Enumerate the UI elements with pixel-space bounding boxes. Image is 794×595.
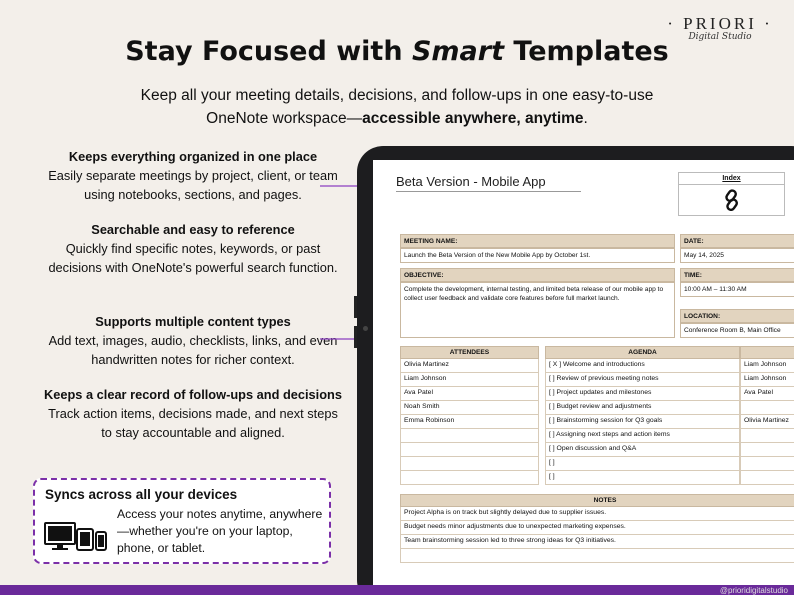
feature-text: Quickly find specific notes, keywords, or past decisions with OneNote's powerful search function.	[48, 241, 338, 275]
agenda-owner-header	[740, 346, 794, 359]
agenda-owner[interactable]: Ava Patel	[740, 387, 794, 401]
meeting-name-label: MEETING NAME:	[400, 234, 675, 248]
attendee-row[interactable]: Emma Robinson	[400, 415, 539, 429]
attendees-header: ATTENDEES	[400, 346, 539, 359]
location-label: LOCATION:	[680, 309, 794, 323]
time-label: TIME:	[680, 268, 794, 282]
brand-subtitle: Digital Studio	[688, 32, 752, 42]
attendee-row[interactable]: Ava Patel	[400, 387, 539, 401]
feature-text: Easily separate meetings by project, client, or team using notebooks, sections, and pages.	[48, 168, 338, 202]
feature-organized	[42, 147, 344, 204]
time-value[interactable]: 10:00 AM – 11:30 AM	[680, 282, 794, 297]
feature-heading: Searchable and easy to reference	[91, 222, 295, 237]
notes-header: NOTES	[400, 494, 794, 507]
objective-value[interactable]: Complete the development, internal testing, and limited beta release of our mobile app to collect user feedback and validate core features before full market launch.	[400, 282, 675, 338]
agenda-item[interactable]: [ ] Assigning next steps and action items	[545, 429, 740, 443]
footer-bar	[0, 585, 794, 595]
agenda-owner[interactable]	[740, 443, 794, 457]
tablet-button	[354, 296, 357, 318]
feature-heading: Keeps a clear record of follow-ups and decisions	[44, 387, 342, 402]
attendee-row[interactable]: Noah Smith	[400, 401, 539, 415]
date-value[interactable]: May 14, 2025	[680, 248, 794, 263]
page-title	[0, 36, 794, 67]
agenda-item[interactable]: [ X ] Welcome and introductions	[545, 359, 740, 373]
index-label[interactable]: Index	[679, 173, 784, 185]
meeting-name-value[interactable]: Launch the Beta Version of the New Mobile App by October 1st.	[400, 248, 675, 263]
attendee-row[interactable]: Liam Johnson	[400, 373, 539, 387]
index-box	[678, 172, 785, 216]
feature-text: Track action items, decisions made, and next steps to stay accountable and aligned.	[48, 406, 338, 440]
feature-text: Add text, images, audio, checklists, links, and even handwritten notes for richer context.	[48, 333, 338, 367]
feature-heading: Supports multiple content types	[95, 314, 291, 329]
attendee-row[interactable]	[400, 443, 539, 457]
agenda-item[interactable]: [ ] Open discussion and Q&A	[545, 443, 740, 457]
agenda-owner[interactable]: Olivia Martinez	[740, 415, 794, 429]
social-handle: @prioridigitalstudio	[719, 586, 788, 595]
attendee-row[interactable]	[400, 457, 539, 471]
sync-text: Access your notes anytime, anywhere—whether you're on your laptop, phone, or tablet.	[117, 507, 323, 555]
tablet-button	[354, 326, 357, 348]
subtitle-line2-pre: OneNote workspace—	[206, 110, 363, 127]
agenda-owner[interactable]: Liam Johnson	[740, 373, 794, 387]
agenda-item[interactable]: [ ] Project updates and milestones	[545, 387, 740, 401]
agenda-owner[interactable]	[740, 429, 794, 443]
date-label: DATE:	[680, 234, 794, 248]
agenda-item[interactable]: [ ] Review of previous meeting notes	[545, 373, 740, 387]
agenda-owner[interactable]	[740, 401, 794, 415]
agenda-item[interactable]: [ ] Brainstorming session for Q3 goals	[545, 415, 740, 429]
note-row[interactable]	[400, 549, 794, 563]
agenda-item[interactable]: [ ]	[545, 471, 740, 485]
feature-follow-ups	[42, 385, 344, 442]
feature-heading: Keeps everything organized in one place	[68, 149, 318, 164]
attendee-row[interactable]	[400, 471, 539, 485]
objective-label: OBJECTIVE:	[400, 268, 675, 282]
title-pre: Stay Focused with	[125, 36, 412, 67]
onenote-page-title[interactable]: Beta Version - Mobile App	[396, 174, 581, 192]
tablet-device	[357, 146, 794, 595]
subtitle-line2-bold: accessible anywhere, anytime	[362, 110, 584, 127]
agenda-owner[interactable]	[740, 471, 794, 485]
onenote-page	[373, 160, 794, 595]
feature-searchable	[42, 220, 344, 277]
page-subtitle	[90, 84, 704, 130]
note-row[interactable]: Budget needs minor adjustments due to unexpected marketing expenses.	[400, 521, 794, 535]
location-value[interactable]: Conference Room B, Main Office	[680, 323, 794, 338]
agenda-header: AGENDA	[545, 346, 740, 359]
subtitle-line1: Keep all your meeting details, decisions, and follow-ups in one easy-to-use	[140, 87, 654, 104]
camera-icon	[363, 326, 368, 331]
link-icon[interactable]	[723, 189, 741, 211]
agenda-item[interactable]: [ ]	[545, 457, 740, 471]
title-post: Templates	[503, 36, 669, 67]
sync-callout	[33, 478, 331, 564]
note-row[interactable]: Team brainstorming session led to three strong ideas for Q3 initiatives.	[400, 535, 794, 549]
feature-content-types	[42, 312, 344, 369]
sync-heading: Syncs across all your devices	[45, 487, 238, 502]
attendee-row[interactable]	[400, 429, 539, 443]
attendee-row[interactable]: Olivia Martinez	[400, 359, 539, 373]
agenda-item[interactable]: [ ] Budget review and adjustments	[545, 401, 740, 415]
agenda-owner[interactable]	[740, 457, 794, 471]
title-italic: Smart	[411, 36, 504, 67]
devices-icon	[44, 522, 108, 552]
note-row[interactable]: Project Alpha is on track but slightly delayed due to supplier issues.	[400, 507, 794, 521]
brand-name: · PRIORI ·	[667, 14, 773, 33]
subtitle-line2-post: .	[583, 110, 588, 127]
agenda-owner[interactable]: Liam Johnson	[740, 359, 794, 373]
